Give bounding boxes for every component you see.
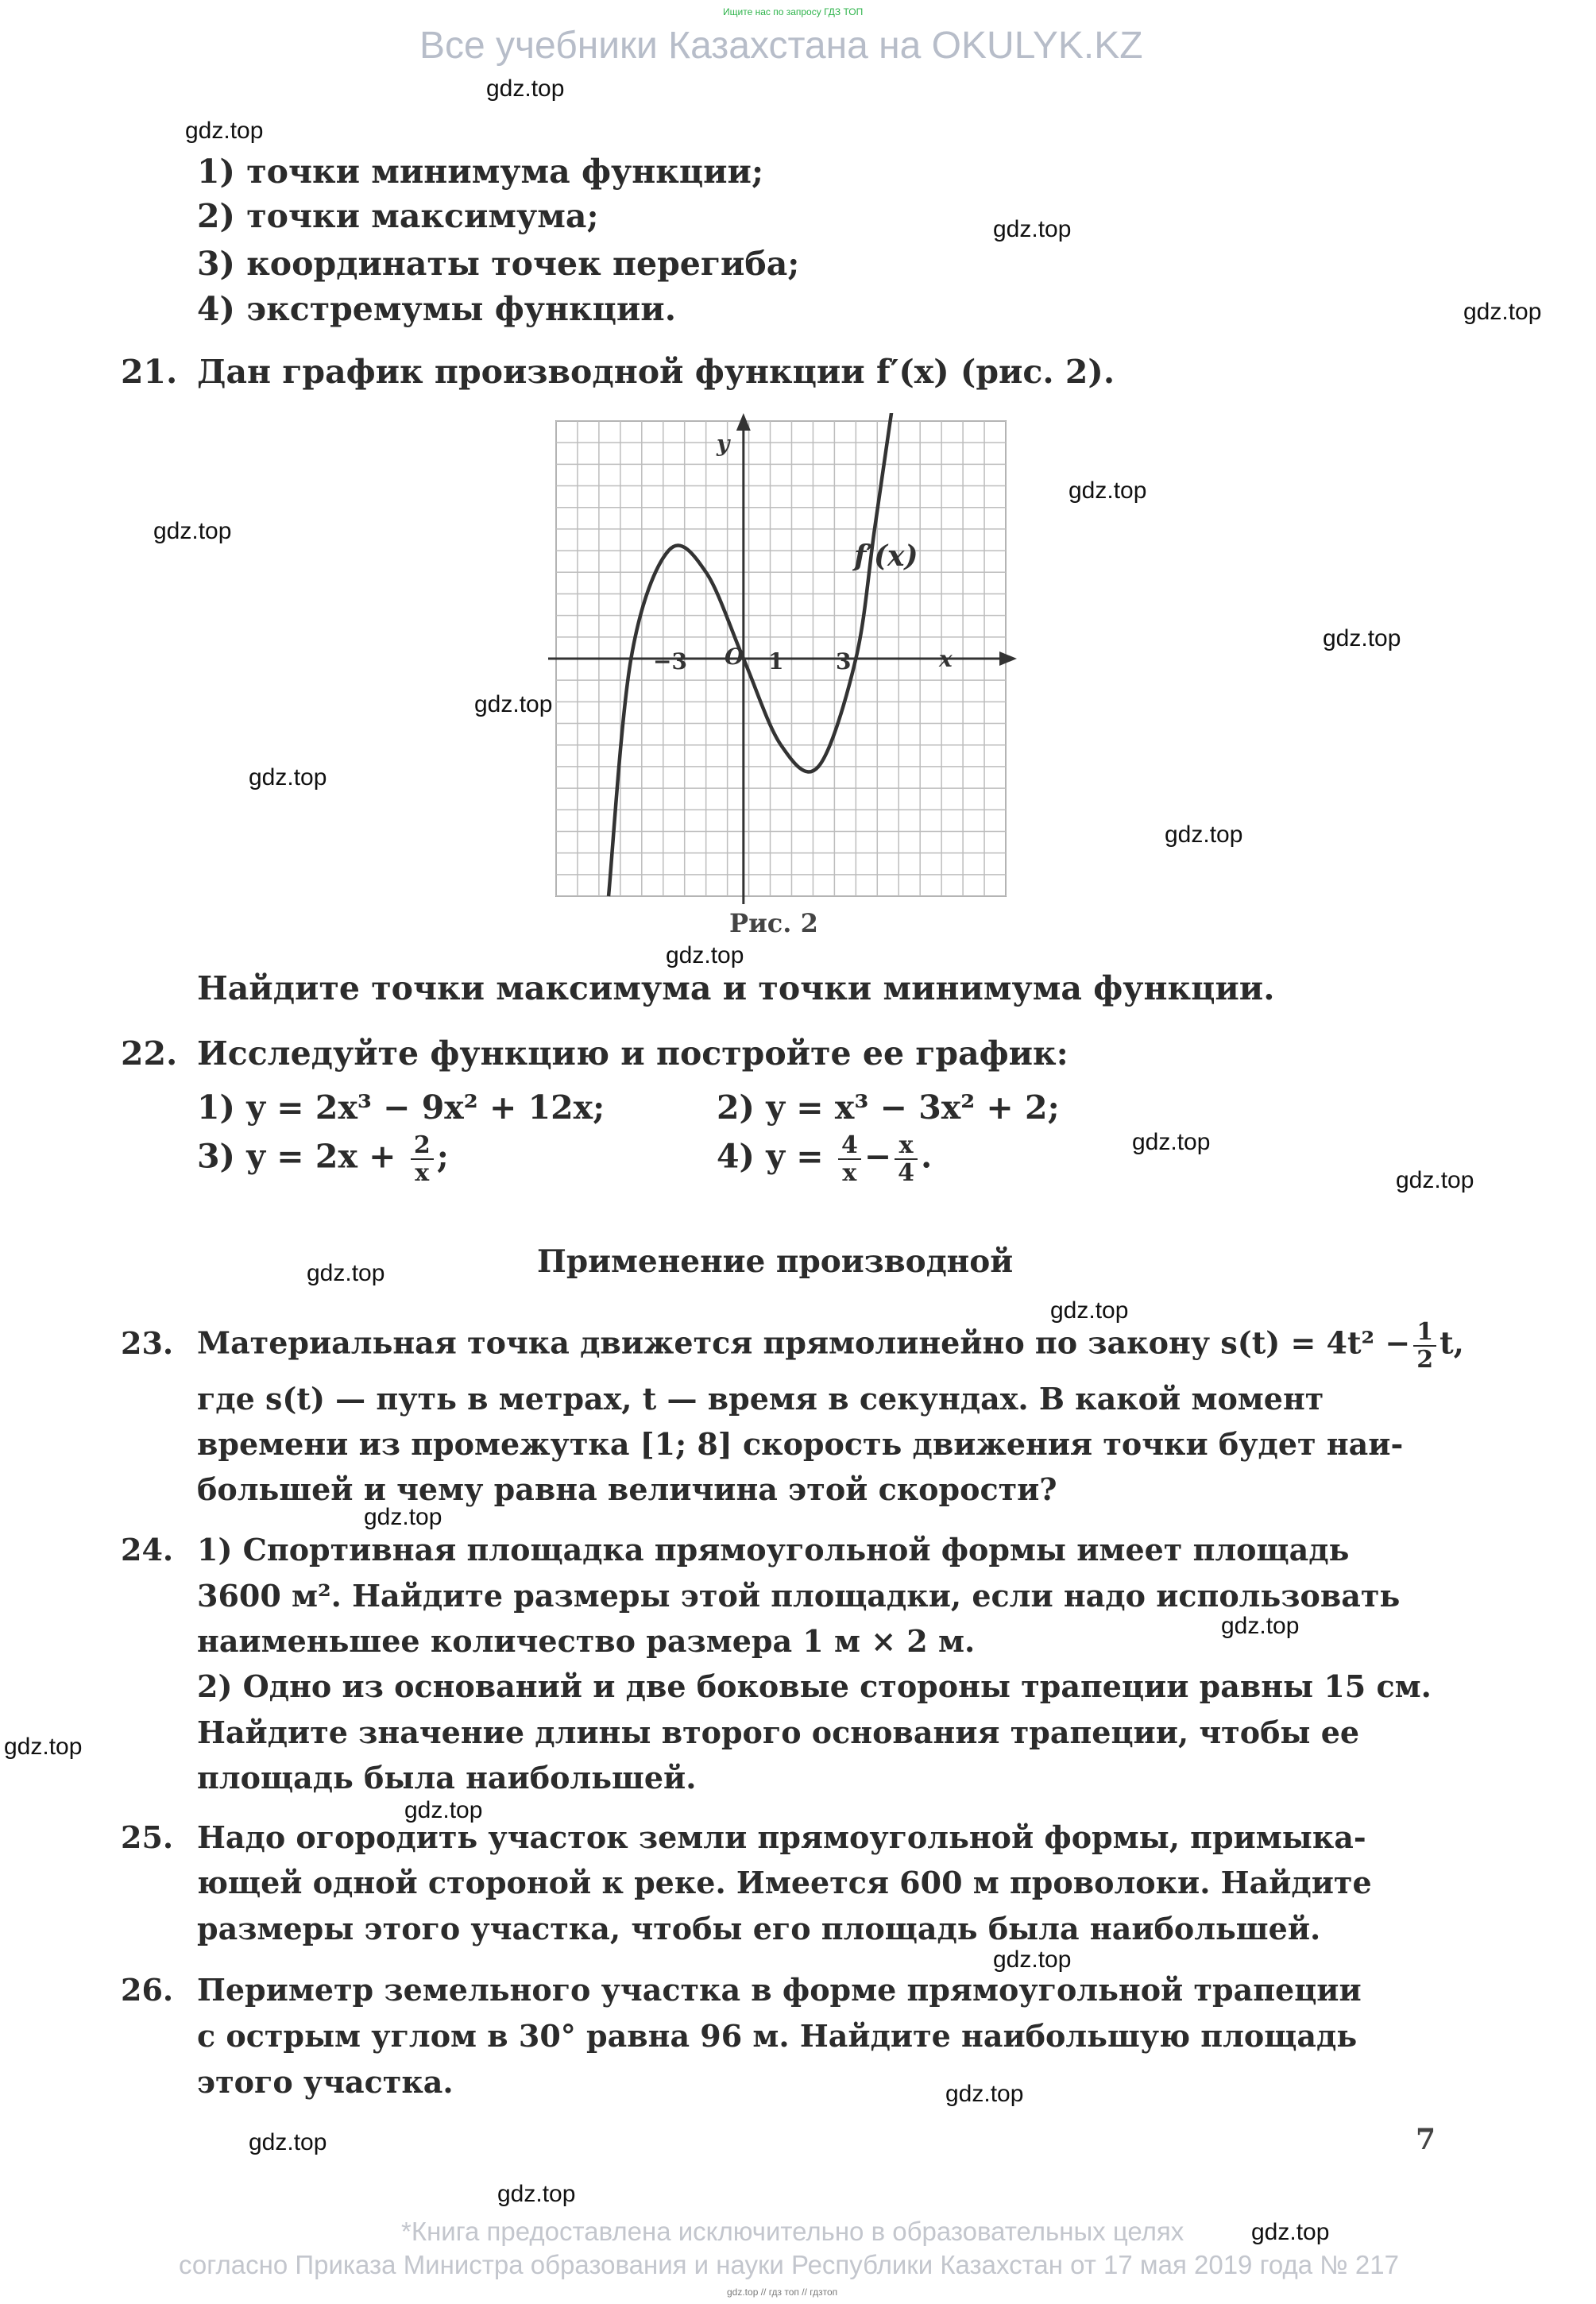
watermark-text: gdz.top	[1463, 299, 1542, 325]
problem-number: 26.	[121, 1972, 174, 2008]
watermark-text: gdz.top	[945, 2081, 1024, 2107]
option-item: 2) точки максимума;	[197, 197, 599, 235]
watermark-text: gdz.top	[249, 2129, 327, 2155]
fraction-numerator: 4	[838, 1132, 861, 1160]
problem-24	[121, 1532, 1349, 1568]
problem-text: Надо огородить участок земли прямоугольной формы, примыка-	[197, 1819, 1366, 1855]
formula-text: 3) y = 2x +	[197, 1137, 408, 1176]
top-search-note: Ищите нас по запросу ГДЗ ТОП	[723, 6, 864, 17]
problem-text: Материальная точка движется прямолинейно по закону s(t) = 4t² −	[197, 1324, 1411, 1361]
formula-text: 4) y =	[717, 1137, 835, 1176]
fraction-denominator: 2	[1416, 1346, 1434, 1374]
problem-22-item-4	[717, 1132, 932, 1186]
tick-label: −3	[653, 648, 687, 675]
fraction-denominator: x	[415, 1159, 430, 1187]
section-heading: Применение производной	[537, 1243, 1014, 1280]
problem-21-question: Найдите точки максимума и точки минимума функции.	[197, 969, 1275, 1007]
watermark-text: gdz.top	[153, 518, 232, 544]
fraction-denominator: 4	[898, 1159, 915, 1187]
problem-21	[121, 353, 1115, 391]
fraction-denominator: x	[842, 1159, 857, 1187]
watermark-text: gdz.top	[185, 118, 264, 144]
watermark-text: gdz.top	[1165, 821, 1243, 848]
fraction	[895, 1132, 918, 1186]
problem-number: 25.	[121, 1819, 174, 1855]
problem-26-line: этого участка.	[197, 2064, 454, 2100]
watermark-text: gdz.top	[1050, 1297, 1129, 1324]
derivative-graph	[548, 413, 1017, 906]
site-banner[interactable]: Все учебники Казахстана на OKULYK.KZ	[419, 25, 1143, 67]
problem-24-line: наименьшее количество размера 1 м × 2 м.	[197, 1623, 976, 1659]
problem-25-line: ющей одной стороной к реке. Имеется 600 м проволоки. Найдите	[197, 1865, 1372, 1900]
problem-text: Исследуйте функцию и постройте ее график:	[197, 1034, 1069, 1073]
watermark-text: gdz.top	[307, 1260, 385, 1286]
watermark-text: gdz.top	[364, 1504, 442, 1530]
problem-text: 1) Спортивная площадка прямоугольной формы имеет площадь	[197, 1532, 1350, 1568]
problem-22	[121, 1034, 1069, 1073]
origin-label: O	[725, 644, 744, 670]
watermark-text: gdz.top	[249, 764, 327, 791]
watermark-text: gdz.top	[666, 942, 744, 968]
curve-label: f′(x)	[854, 539, 918, 573]
watermark-text: gdz.top	[404, 1797, 483, 1823]
fraction-numerator: 1	[1413, 1319, 1436, 1347]
footer-line-2: согласно Приказа Министра образования и науки Республики Казахстан от 17 мая 2019 года № 217	[179, 2250, 1399, 2279]
problem-number: 23.	[121, 1324, 174, 1361]
problem-number: 24.	[121, 1532, 174, 1568]
formula-text: .	[921, 1137, 933, 1176]
watermark-text: gdz.top	[1132, 1129, 1211, 1155]
axis-y-label: y	[717, 431, 730, 457]
problem-23-line: большей и чему равна величина этой скорости?	[197, 1471, 1057, 1507]
formula-text: −	[864, 1137, 892, 1176]
problem-25	[121, 1819, 1366, 1855]
problem-26-line: с острым углом в 30° равна 96 м. Найдите наибольшую площадь	[197, 2018, 1358, 2054]
tick-label: 3	[836, 648, 852, 675]
footer-small-links[interactable]: gdz.top // гдз топ // гдзтоп	[727, 2287, 838, 2298]
watermark-text: gdz.top	[474, 691, 553, 717]
x-axis-arrow	[999, 651, 1017, 666]
problem-number: 21.	[121, 353, 178, 391]
problem-25-line: размеры этого участка, чтобы его площадь была наибольшей.	[197, 1911, 1321, 1946]
fraction-numerator: 2	[411, 1132, 434, 1160]
fraction	[411, 1132, 434, 1186]
option-item: 4) экстремумы функции.	[197, 290, 676, 328]
axis-x-label: x	[939, 646, 953, 672]
problem-23-line: где s(t) — путь в метрах, t — время в секундах. В какой момент	[197, 1381, 1324, 1417]
option-item: 1) точки минимума функции;	[197, 153, 764, 191]
watermark-text: gdz.top	[486, 75, 565, 102]
problem-text: t,	[1439, 1324, 1464, 1361]
problem-23-line: времени из промежутка [1; 8] скорость движения точки будет наи-	[197, 1426, 1404, 1462]
problem-26	[121, 1972, 1362, 2008]
problem-24-line: 3600 м². Найдите размеры этой площадки, если надо использовать	[197, 1578, 1401, 1614]
watermark-text: gdz.top	[1221, 1613, 1300, 1639]
figure-caption: Рис. 2	[729, 908, 818, 938]
problem-text: Периметр земельного участка в форме прямоугольной трапеции	[197, 1972, 1362, 2008]
tick-label: 1	[768, 648, 784, 675]
formula-text: ;	[436, 1137, 449, 1176]
problem-number: 22.	[121, 1034, 178, 1073]
fraction-numerator: x	[895, 1132, 918, 1160]
problem-24-line: Найдите значение длины второго основания трапеции, чтобы ее	[197, 1714, 1360, 1750]
watermark-text: gdz.top	[497, 2181, 576, 2207]
problem-22-item-2: 2) y = x³ − 3x² + 2;	[717, 1088, 1060, 1127]
problem-22-item-1: 1) y = 2x³ − 9x² + 12x;	[197, 1088, 605, 1127]
page-number: 7	[1416, 2123, 1436, 2156]
problem-23	[121, 1319, 1464, 1373]
problem-text: Дан график производной функции f′(x) (рис. 2).	[197, 353, 1115, 391]
watermark-text: gdz.top	[993, 1946, 1072, 1973]
problem-24-line: площадь была наибольшей.	[197, 1760, 697, 1796]
watermark-text: gdz.top	[993, 216, 1072, 242]
watermark-text: gdz.top	[1323, 625, 1401, 651]
fraction	[1413, 1319, 1436, 1373]
watermark-text: gdz.top	[4, 1734, 83, 1760]
footer-line-1: *Книга предоставлена исключительно в образовательных целях	[401, 2217, 1184, 2246]
fraction	[838, 1132, 861, 1186]
watermark-text: gdz.top	[1396, 1167, 1474, 1193]
watermark-text: gdz.top	[1069, 477, 1147, 504]
problem-22-item-3	[197, 1132, 449, 1186]
watermark-text: gdz.top	[1251, 2219, 1330, 2245]
problem-24-line: 2) Одно из оснований и две боковые стороны трапеции равны 15 см.	[197, 1668, 1432, 1704]
option-item: 3) координаты точек перегиба;	[197, 245, 800, 283]
